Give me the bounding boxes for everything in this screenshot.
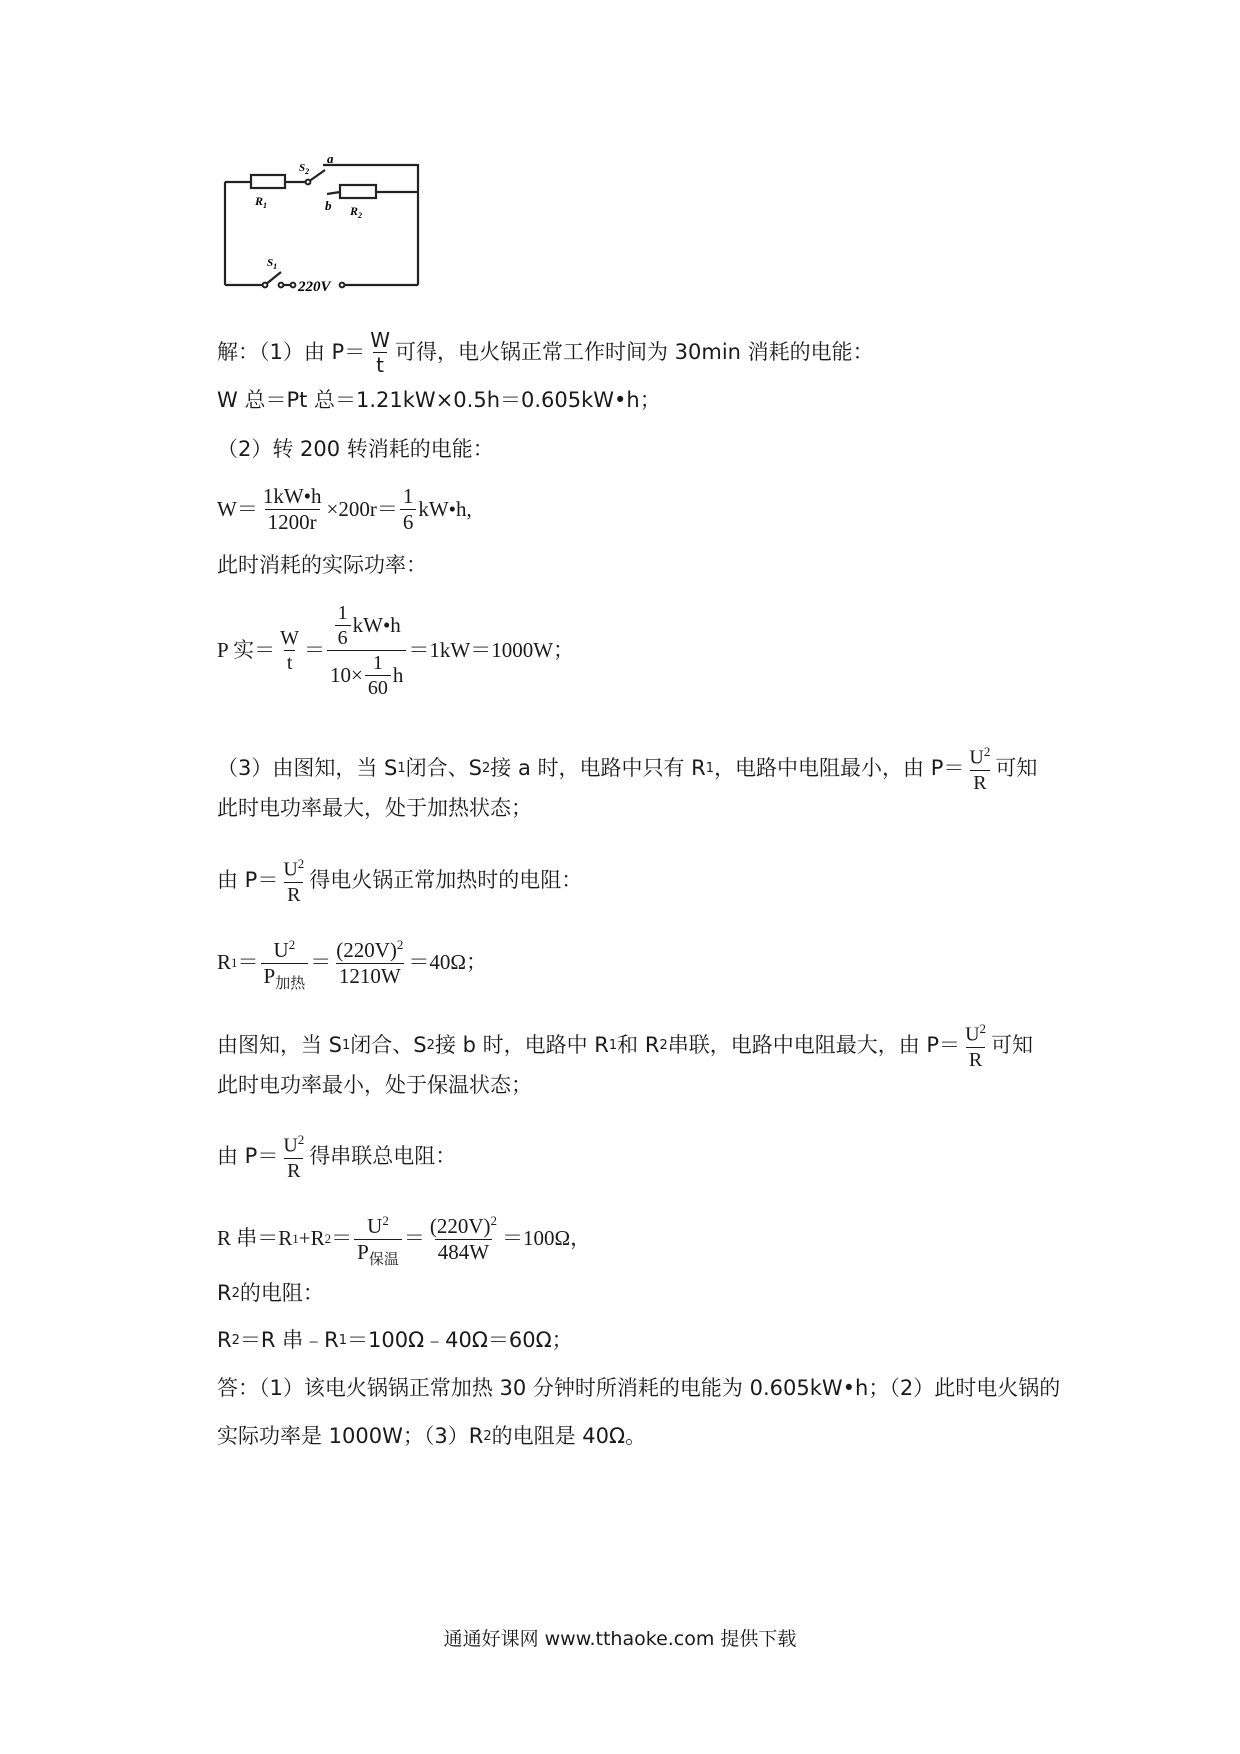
text: 此时电功率最小，处于保温状态； — [217, 1073, 532, 1097]
solution-line-16: R 2 ＝R 串﹣R 1 ＝100Ω﹣40Ω＝60Ω； — [217, 1328, 573, 1352]
label-voltage: 220V — [298, 279, 331, 295]
solution-line-2 — [217, 390, 661, 411]
circuit-diagram — [215, 151, 430, 295]
text: 此时消耗的实际功率： — [217, 553, 427, 577]
solution-line-14: R 串＝R 1 +R 2 ＝ $\frac{U^2}{P_{保温}}$ ＝ $\frac{(220V)^2}{484W}$ ＝100Ω， — [217, 1213, 592, 1268]
label-s2: $S_2$ — [299, 162, 310, 176]
solution-line-7: （3）由图知，当 S 1 闭合、S 2 接 a 时，电路中只有 R 1 ，电路中电阻最小，由 P＝ $\frac{U^2}{R}$ 可知 — [217, 744, 1038, 794]
fraction-u2-over-r: $\frac{U^2}{R}$ — [283, 856, 305, 906]
solution-line-8 — [217, 798, 532, 819]
fraction-u2-over-r: $\frac{U^2}{R}$ — [969, 744, 991, 794]
fraction-u2-over-p-heat: $\frac{U^2}{P_{加热}}$ — [261, 938, 309, 987]
solution-line-11: 由图知，当 S 1 闭合、S 2 接 b 时，电路中 R 1 和 R 2 串联，电路中电阻最大，由 P＝ $\frac{U^2}{R}$ 可知 — [217, 1021, 1034, 1071]
footer-credit: 通通好课网 www.tthaoke.com 提供下载 — [443, 1628, 797, 1650]
fraction-w-over-t: $\frac{W}{t}$ — [370, 328, 390, 377]
answer-line-1 — [217, 1378, 1060, 1399]
solution-line-15: R 2 的电阻： — [217, 1281, 324, 1305]
text: W 总＝Pt 总＝1.21kW×0.5h＝0.605kW•h； — [217, 388, 661, 412]
text: 此时电功率最大，处于加热状态； — [217, 796, 532, 820]
fraction-w-over-t: $\frac{W}{t}$ — [280, 627, 300, 674]
solution-line-12 — [217, 1075, 532, 1096]
label-s1: $S_1$ — [267, 257, 278, 271]
text: （2）转 200 转消耗的电能： — [217, 437, 494, 461]
text: 解：（1）由 P＝ — [217, 340, 366, 364]
fraction-u2-over-p-keep: $\frac{U^2}{P_{保温}}$ — [354, 1214, 402, 1263]
resistor-r2 — [340, 185, 376, 198]
fraction-1kwh-over-1200r: $\frac{1kW•h}{1200r}$ — [262, 484, 322, 534]
solution-line-10: R 1 ＝ $\frac{U^2}{P_{加热}}$ ＝ $\frac{(220V)^2}{1210W}$ ＝40Ω； — [217, 937, 487, 992]
solution-line-5 — [217, 555, 427, 576]
resistor-r1 — [251, 175, 285, 188]
fraction-u2-over-r: $\frac{U^2}{R}$ — [283, 1132, 305, 1182]
label-r2: $R_2$ — [350, 204, 363, 220]
fraction-power-calc: $\frac{1}{6}$ kW•h 10× $\frac{1}{60}$ h — [327, 603, 406, 698]
solution-line-6: P 实＝ $\frac{W}{t}$ ＝ $\frac{1}{6}$ kW•h 10× $\frac{1}{60}$ h ＝1kW＝1000W； — [217, 602, 575, 699]
fraction-u2-over-r: $\frac{U^2}{R}$ — [965, 1021, 987, 1071]
solution-line-9: 由 P＝ $\frac{U^2}{R}$ 得电火锅正常加热时的电阻： — [217, 856, 583, 906]
fraction-220-over-484: $\frac{(220V)^2}{484W}$ — [429, 1213, 497, 1264]
answer-line-2: 实际功率是 1000W；（3）R 2 的电阻是 40Ω。 — [217, 1424, 647, 1448]
fraction-220-over-1210: $\frac{(220V)^2}{1210W}$ — [336, 937, 404, 988]
text: 答：（1）该电火锅锅正常加热 30 分钟时所消耗的电能为 0.605kW•h；（2）此时电火锅的 — [217, 1376, 1061, 1400]
label-b: b — [325, 198, 332, 213]
label-a: a — [327, 151, 334, 166]
label-r1: $R_1$ — [255, 194, 268, 210]
solution-line-3 — [217, 439, 494, 460]
solution-line-13: 由 P＝ $\frac{U^2}{R}$ 得串联总电阻： — [217, 1132, 457, 1182]
solution-line-4: W＝ $\frac{1kW•h}{1200r}$ ×200r＝ $\frac{1}{6}$ kW•h, — [217, 484, 472, 534]
solution-line-1 — [217, 330, 874, 375]
text: 可得，电火锅正常工作时间为 30min 消耗的电能： — [394, 340, 874, 364]
fraction-1-over-6: $\frac{1}{6}$ — [400, 486, 417, 533]
